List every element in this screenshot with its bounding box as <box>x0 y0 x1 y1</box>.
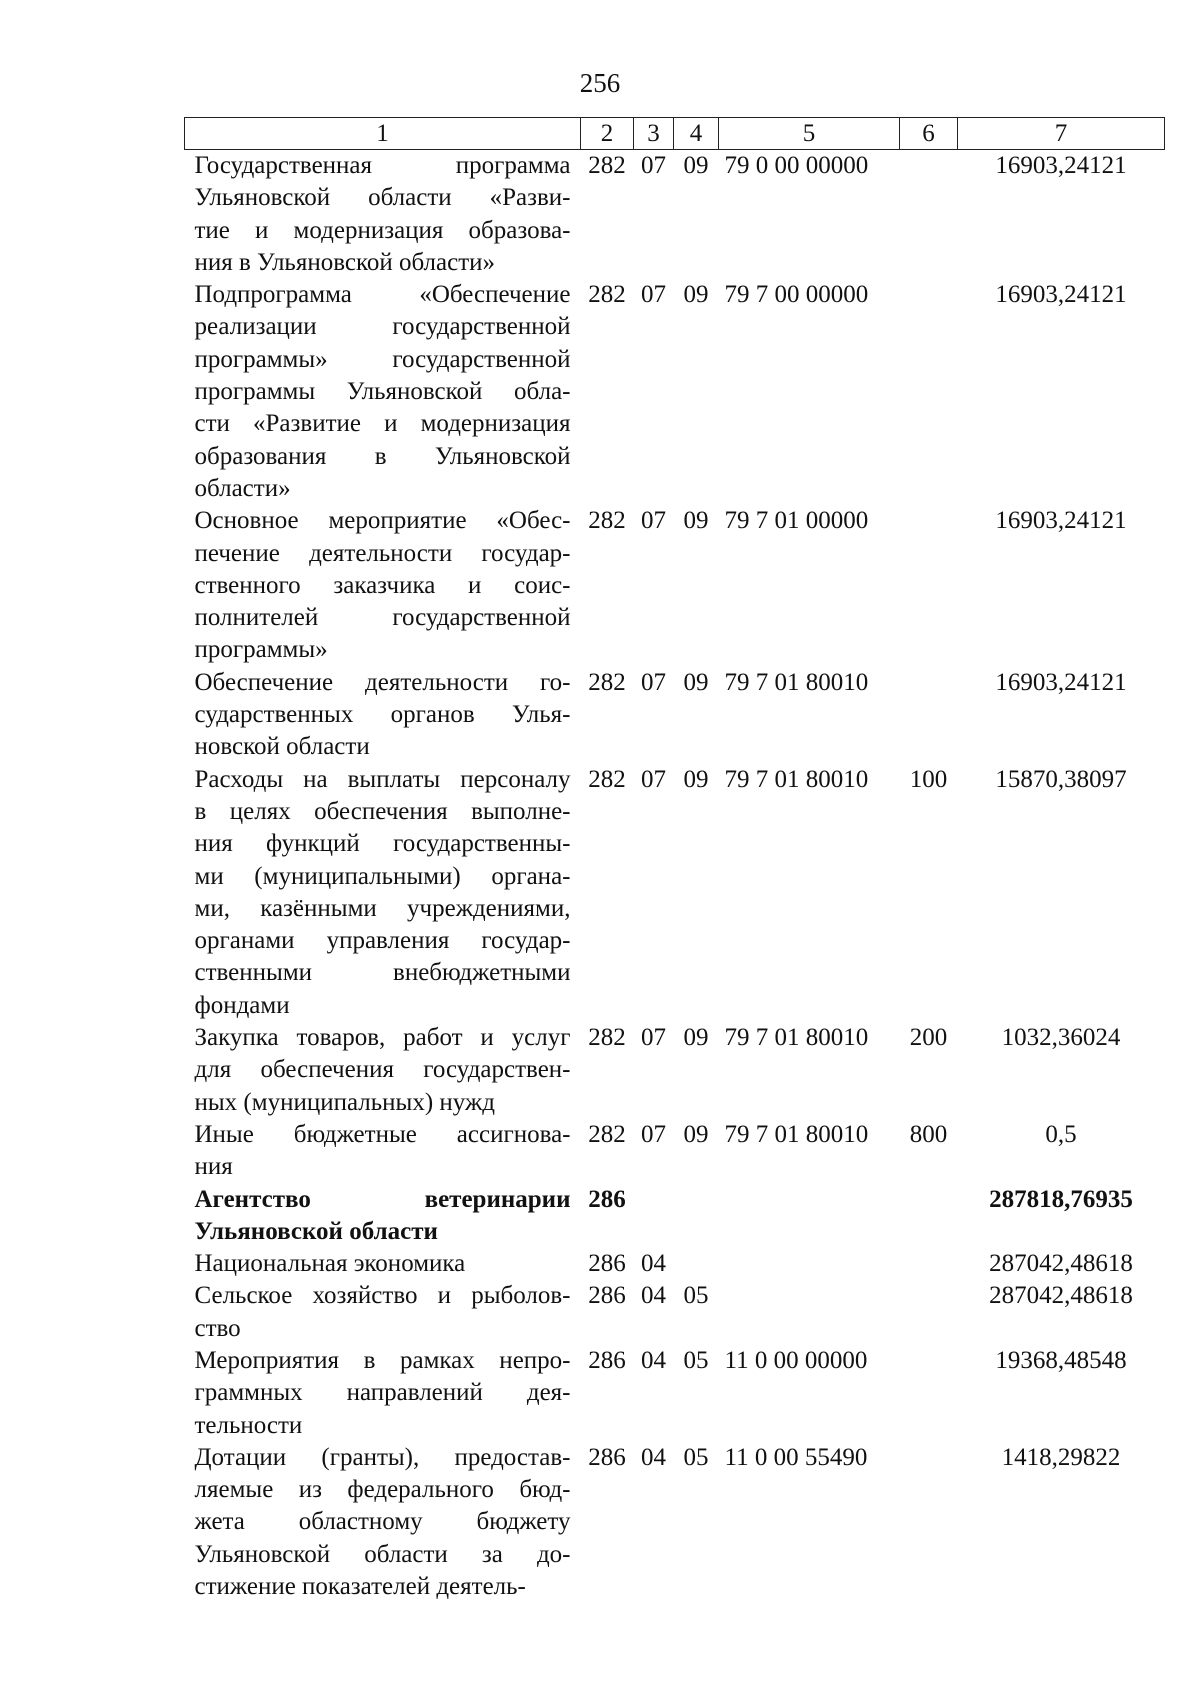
expense-type-cell: 800 <box>909 1120 948 1148</box>
section-code-cell: 07 <box>641 1120 666 1148</box>
row-name-line: ния функций государственны- <box>194 830 571 858</box>
row-name-line: фондами <box>194 991 290 1019</box>
row-name-cell <box>185 1280 581 1345</box>
row-name-line: ми (муниципальными) органа- <box>194 862 571 890</box>
subsection-code-cell: 09 <box>683 1024 709 1052</box>
row-name-line: стижение показателей деятель- <box>194 1573 526 1601</box>
row-name-line: печение деятельности государ- <box>194 539 571 567</box>
table-row <box>185 279 1165 505</box>
subsection-code-cell: 05 <box>683 1346 709 1374</box>
ministry-code-cell: 282 <box>588 1120 626 1148</box>
row-name-line: программы» <box>194 636 328 664</box>
section-code-cell: 04 <box>641 1443 666 1471</box>
target-article-cell: 79 7 01 80010 <box>724 1120 869 1148</box>
amount-cell: 1418,29822 <box>1001 1443 1121 1471</box>
amount-cell: 16903,24121 <box>995 152 1127 179</box>
expense-type-cell <box>900 1442 958 1603</box>
section-code-cell: 07 <box>641 281 666 309</box>
table-row <box>185 505 1165 666</box>
expense-type-cell <box>900 279 958 505</box>
amount-cell: 16903,24121 <box>995 668 1127 696</box>
column-header: 1 <box>185 118 581 150</box>
column-header: 5 <box>719 118 900 150</box>
row-name-line: Агентство ветеринарии <box>194 1185 571 1213</box>
table-row <box>185 764 1165 1022</box>
row-name-line: ных (муниципальных) нужд <box>194 1088 495 1116</box>
column-header: 3 <box>634 118 674 150</box>
row-name-cell <box>185 1022 581 1119</box>
row-name-cell <box>185 1442 581 1603</box>
row-name-line: жета областному бюджету <box>194 1508 571 1536</box>
row-name-cell <box>185 505 581 666</box>
row-name-line: Основное мероприятие «Обес- <box>194 507 571 535</box>
row-name-line: полнителей государственной <box>194 604 571 632</box>
row-name-line: Подпрограмма «Обеспечение <box>194 281 571 309</box>
row-name-line: ственными внебюджетными <box>194 959 571 987</box>
row-name-line: ляемые из федерального бюд- <box>194 1476 571 1504</box>
expense-type-cell <box>900 150 958 280</box>
row-name-line: Обеспечение деятельности го- <box>194 668 571 696</box>
row-name-line: сударственных органов Улья- <box>194 701 571 729</box>
ministry-code-cell: 282 <box>588 152 626 179</box>
section-code-cell <box>634 1184 674 1249</box>
subsection-code-cell: 09 <box>683 507 709 535</box>
row-name-line: ния в Ульяновской области» <box>194 248 496 276</box>
target-article-cell <box>719 1248 900 1280</box>
row-name-cell <box>185 764 581 1022</box>
subsection-code-cell: 09 <box>683 668 709 696</box>
row-name-line: ственного заказчика и соис- <box>194 571 571 599</box>
subsection-code-cell: 05 <box>683 1282 709 1310</box>
column-header: 6 <box>900 118 958 150</box>
section-code-cell: 07 <box>641 668 666 696</box>
table-row <box>185 1184 1165 1249</box>
ministry-code-cell: 282 <box>588 1024 626 1052</box>
table-row <box>185 150 1165 280</box>
amount-cell: 15870,38097 <box>995 765 1127 793</box>
table-row <box>185 1022 1165 1119</box>
row-name-line: тие и модернизация образова- <box>194 216 571 244</box>
row-name-line: Национальная экономика <box>194 1250 466 1278</box>
row-name-line: образования в Ульяновской <box>194 442 571 470</box>
table-row <box>185 667 1165 764</box>
row-name-line: Мероприятия в рамках непро- <box>194 1346 571 1374</box>
subsection-code-cell: 09 <box>683 1120 709 1148</box>
row-name-line: Государственная программа <box>194 152 571 179</box>
row-name-cell <box>185 1248 581 1280</box>
target-article-cell: 79 7 01 00000 <box>724 507 869 535</box>
budget-table <box>184 117 1165 1603</box>
row-name-cell <box>185 1119 581 1184</box>
ministry-code-cell: 286 <box>588 1443 626 1471</box>
row-name-line: ство <box>194 1314 241 1342</box>
target-article-cell: 11 0 00 00000 <box>724 1346 868 1374</box>
section-code-cell: 04 <box>641 1346 666 1374</box>
section-code-cell: 07 <box>641 507 666 535</box>
subsection-code-cell: 05 <box>683 1443 709 1471</box>
subsection-code-cell: 09 <box>683 765 709 793</box>
row-name-line: Сельское хозяйство и рыболов- <box>194 1282 571 1310</box>
target-article-cell <box>719 1184 900 1249</box>
row-name-line: для обеспечения государствен- <box>194 1056 571 1084</box>
table-row <box>185 1119 1165 1184</box>
table-header-row <box>185 118 1165 150</box>
row-name-cell <box>185 279 581 505</box>
subsection-code-cell <box>674 1184 719 1249</box>
row-name-cell <box>185 667 581 764</box>
amount-cell: 287042,48618 <box>989 1250 1133 1278</box>
row-name-cell <box>185 150 581 280</box>
row-name-line: Ульяновской области за до- <box>194 1540 571 1568</box>
row-name-line: ми, казёнными учреждениями, <box>194 894 571 922</box>
row-name-line: Расходы на выплаты персоналу <box>194 765 571 793</box>
amount-cell: 0,5 <box>1045 1120 1077 1148</box>
amount-cell: 16903,24121 <box>995 281 1127 309</box>
page-number: 256 <box>579 68 621 98</box>
subsection-code-cell <box>674 1248 719 1280</box>
row-name-line: органами управления государ- <box>194 927 571 955</box>
subsection-code-cell: 09 <box>683 152 709 179</box>
section-code-cell: 04 <box>641 1250 666 1278</box>
ministry-code-cell: 282 <box>588 507 626 535</box>
row-name-line: Ульяновской области «Разви- <box>194 184 571 212</box>
section-code-cell: 04 <box>641 1282 666 1310</box>
expense-type-cell <box>900 667 958 764</box>
target-article-cell: 79 7 01 80010 <box>724 1024 869 1052</box>
section-code-cell: 07 <box>641 765 666 793</box>
row-name-line: программы» государственной <box>194 345 571 373</box>
ministry-code-cell: 286 <box>588 1185 626 1213</box>
row-name-line: Ульяновской области <box>194 1217 438 1245</box>
section-code-cell: 07 <box>641 1024 666 1052</box>
table-row <box>185 1442 1165 1603</box>
ministry-code-cell: 282 <box>588 281 626 309</box>
target-article-cell: 79 7 01 80010 <box>724 765 869 793</box>
row-name-cell <box>185 1184 581 1249</box>
ministry-code-cell: 286 <box>588 1250 626 1278</box>
expense-type-cell <box>900 1184 958 1249</box>
ministry-code-cell: 282 <box>588 765 626 793</box>
row-name-line: новской области <box>194 733 370 761</box>
target-article-cell: 79 0 00 00000 <box>724 152 869 179</box>
row-name-line: граммных направлений дея- <box>194 1379 571 1407</box>
expense-type-cell <box>900 505 958 666</box>
target-article-cell <box>719 1280 900 1345</box>
row-name-line: в целях обеспечения выполне- <box>194 797 571 825</box>
column-header: 2 <box>581 118 634 150</box>
target-article-cell: 79 7 00 00000 <box>724 281 869 309</box>
table-row <box>185 1280 1165 1345</box>
target-article-cell: 79 7 01 80010 <box>724 668 869 696</box>
column-header: 4 <box>674 118 719 150</box>
amount-cell: 1032,36024 <box>1001 1024 1121 1052</box>
row-name-line: Закупка товаров, работ и услуг <box>194 1024 571 1052</box>
row-name-line: ния <box>194 1153 233 1181</box>
section-code-cell: 07 <box>641 152 666 179</box>
subsection-code-cell: 09 <box>683 281 709 309</box>
table-row <box>185 1345 1165 1442</box>
expense-type-cell <box>900 1345 958 1442</box>
expense-type-cell: 200 <box>909 1024 948 1052</box>
amount-cell: 287042,48618 <box>989 1282 1133 1310</box>
row-name-line: программы Ульяновской обла- <box>194 378 571 406</box>
table-row <box>185 1248 1165 1280</box>
ministry-code-cell: 286 <box>588 1346 626 1374</box>
target-article-cell: 11 0 00 55490 <box>724 1443 868 1471</box>
row-name-line: Дотации (гранты), предостав- <box>194 1443 571 1471</box>
amount-cell: 16903,24121 <box>995 507 1127 535</box>
expense-type-cell <box>900 1248 958 1280</box>
row-name-line: Иные бюджетные ассигнова- <box>194 1120 571 1148</box>
row-name-line: реализации государственной <box>194 313 571 341</box>
row-name-cell <box>185 1345 581 1442</box>
row-name-line: сти «Развитие и модернизация <box>194 410 571 438</box>
ministry-code-cell: 286 <box>588 1282 626 1310</box>
amount-cell: 19368,48548 <box>995 1346 1127 1374</box>
ministry-code-cell: 282 <box>588 668 626 696</box>
expense-type-cell <box>900 1280 958 1345</box>
expense-type-cell: 100 <box>909 765 948 793</box>
row-name-line: области» <box>194 474 291 502</box>
amount-cell: 287818,76935 <box>989 1185 1133 1213</box>
row-name-line: тельности <box>194 1411 303 1439</box>
column-header: 7 <box>958 118 1165 150</box>
